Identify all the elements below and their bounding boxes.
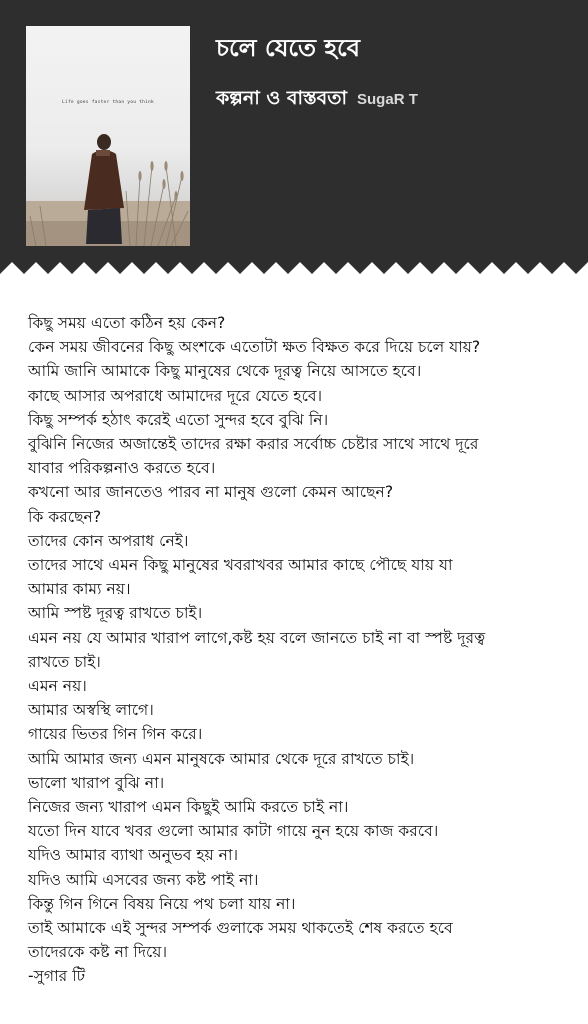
- poem-line: রাখতে চাই।: [28, 652, 101, 671]
- poem-line: গায়ের ভিতর গিন গিন করে।: [28, 725, 203, 744]
- poem-line: আমি জানি আমাকে কিছু মানুষের থেকে দূরত্ব নিয়ে আসতে হবে।: [28, 362, 422, 381]
- poem-line: আমি আমার জন্য এমন মানুষকে আমার থেকে দূরে রাখতে চাই।: [28, 749, 415, 768]
- poem-line: তাই আমাকে এই সুন্দর সম্পর্ক গুলাকে সময় থাকতেই শেষ করতে হবে: [28, 919, 453, 938]
- poem-line: যাবার পরিকল্পনাও করতে হবে।: [28, 459, 216, 478]
- poem-line: তাদের সাথে এমন কিছু মানুষের খবরাখবর আমার কাছে পৌছে যায় যা: [28, 556, 453, 575]
- story-title: চলে যেতে হবে: [216, 34, 361, 62]
- poem-line: যতো দিন যাবে খবর গুলো আমার কাটা গায়ে নুন হয়ে কাজ করবে।: [28, 822, 439, 841]
- poem-body: [28, 311, 568, 989]
- poem-line: কাছে আসার অপরাধে আমাদের দূরে যেতে হবে।: [28, 386, 323, 405]
- poem-line: -সুগার টি: [28, 967, 86, 986]
- poem-line: এমন নয় যে আমার খারাপ লাগে,কষ্ট হয় বলে জানতে চাই না বা স্পষ্ট দূরত্ব: [28, 628, 486, 647]
- zigzag-divider: [0, 262, 588, 286]
- poem-line: কেন সময় জীবনের কিছু অংশকে এতোটা ক্ষত বিক্ষত করে দিয়ে চলে যায়?: [28, 338, 481, 357]
- author-name[interactable]: SugaR T: [357, 91, 418, 108]
- cover-tagline: Life goes faster than you think: [62, 100, 154, 105]
- poem-line: কখনো আর জানতেও পারব না মানুষ গুলো কেমন আছেন?: [28, 483, 394, 502]
- poem-line: কিছু সম্পর্ক হঠাৎ করেই এতো সুন্দর হবে বুঝি নি।: [28, 410, 329, 429]
- poem-line: কিন্তু গিন গিনে বিষয় নিয়ে পথ চলা যায় না।: [28, 894, 296, 913]
- poem-line: তাদেরকে কষ্ট না দিয়ে।: [28, 943, 168, 962]
- book-cover-image[interactable]: [26, 26, 190, 246]
- poem-line: কি করছেন?: [28, 507, 102, 526]
- book-name[interactable]: কল্পনা ও বাস্তবতা: [216, 87, 348, 109]
- poem-line: যদিও আমি এসবের জন্য কষ্ট পাই না।: [28, 870, 259, 889]
- poem-line: এমন নয়।: [28, 677, 87, 696]
- poem-line: আমি স্পষ্ট দূরত্ব রাখতে চাই।: [28, 604, 203, 623]
- story-meta: [216, 84, 418, 116]
- poem-line: কিছু সময় এতো কঠিন হয় কেন?: [28, 314, 226, 332]
- story-header: [0, 0, 588, 285]
- poem-line: বুঝিনি নিজের অজান্তেই তাদের রক্ষা করার সর্বোচ্চ চেষ্টার সাথে সাথে দূরে: [28, 435, 479, 454]
- poem-line: আমার কাম্য নয়।: [28, 580, 131, 599]
- poem-line: নিজের জন্য খারাপ এমন কিছুই আমি করতে চাই না।: [28, 798, 349, 817]
- cover-illustration: [26, 26, 190, 246]
- poem-line: তাদের কোন অপরাধ নেই।: [28, 531, 189, 550]
- poem-line: যদিও আমার ব্যাথা অনুভব হয় না।: [28, 846, 239, 865]
- poem-line: আমার অস্বস্থি লাগে।: [28, 701, 154, 720]
- poem-line: ভালো খারাপ বুঝি না।: [28, 773, 165, 792]
